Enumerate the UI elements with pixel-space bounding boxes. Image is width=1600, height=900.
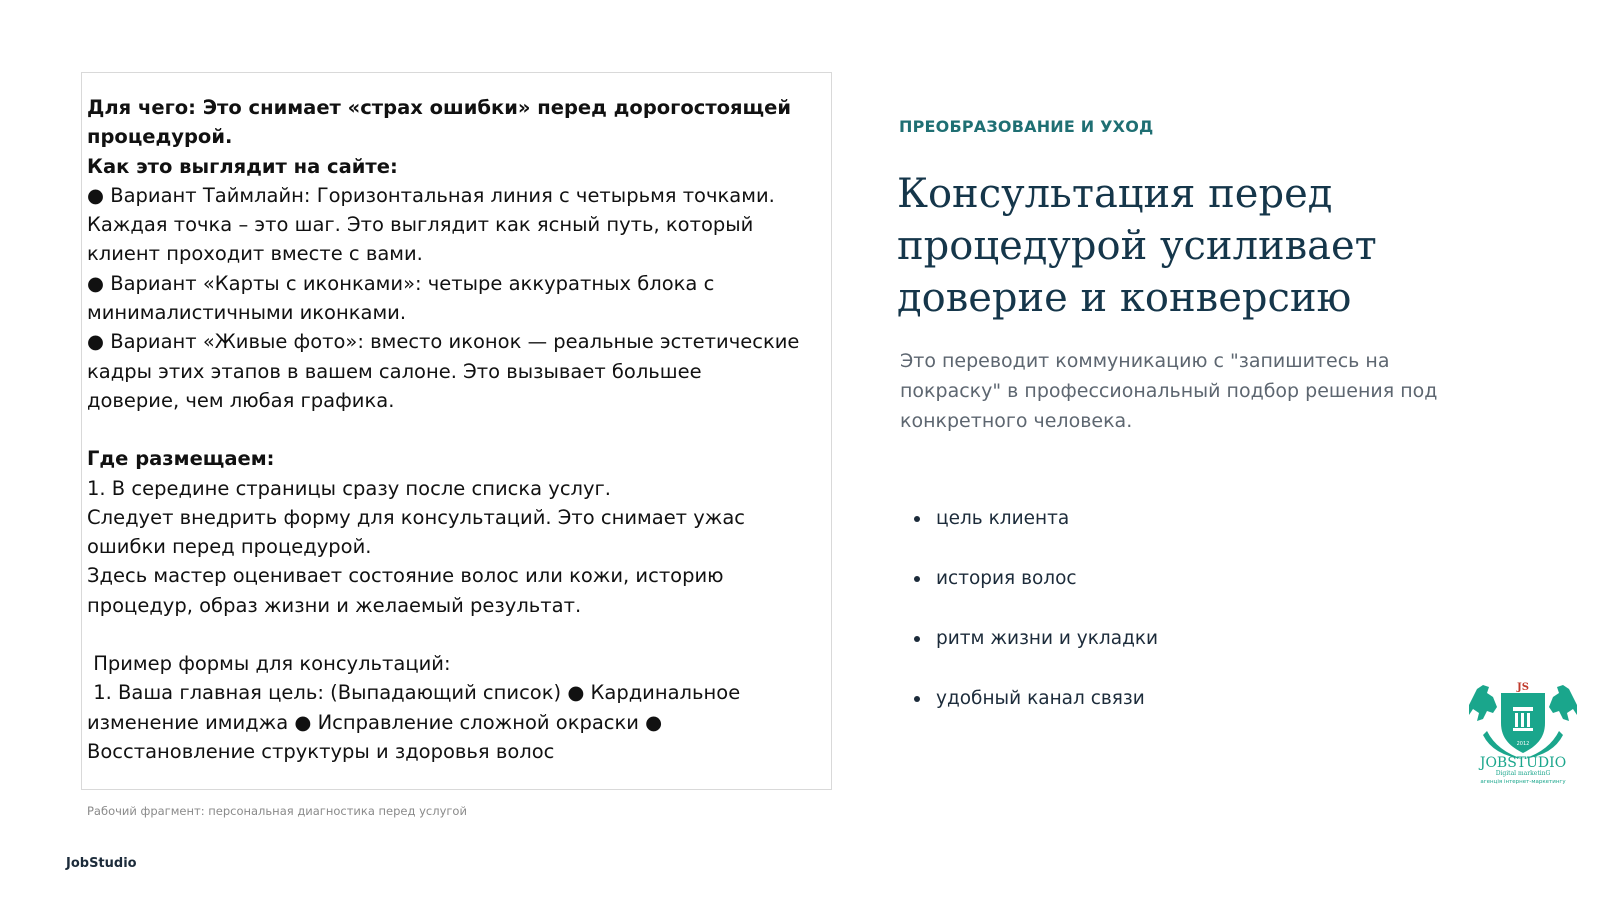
document-caption: Рабочий фрагмент: персональная диагностика перед услугой xyxy=(87,804,467,818)
document-line: минималистичными иконками. xyxy=(87,301,407,325)
document-line: Следует внедрить форму для консультаций. Это снимает ужас xyxy=(87,505,746,529)
document-line: ● Вариант «Живые фото»: вместо иконок — реальные эстетические xyxy=(87,330,800,354)
document-line: Каждая точка – это шаг. Это выглядит как ясный путь, который xyxy=(87,213,754,237)
logo-subtitle: агенція інтернет-маркетингу xyxy=(1480,779,1566,785)
document-line: кадры этих этапов в вашем салоне. Это вызывает большее xyxy=(87,359,702,383)
horse-left-icon xyxy=(1469,685,1497,721)
page-headline: Консультация перед процедурой усиливает доверие и конверсию xyxy=(897,171,1377,321)
document-line: ● Вариант «Карты с иконками»: четыре аккуратных блока с xyxy=(87,271,715,295)
bullet-icon xyxy=(914,636,920,642)
list-item-label: цель клиента xyxy=(936,508,1070,529)
list-item xyxy=(914,624,1158,684)
document-line: клиент проходит вместе с вами. xyxy=(87,242,423,266)
document-line: 1. В середине страницы сразу после списка услуг. xyxy=(87,476,611,500)
list-item-label: история волос xyxy=(936,568,1077,589)
document-line: процедур, образ жизни и желаемый результат. xyxy=(87,593,582,617)
document-line: Пример формы для консультаций: xyxy=(87,652,451,676)
document-line: 1. Ваша главная цель: (Выпадающий список) ● Кардинальное xyxy=(87,681,741,705)
list-item xyxy=(914,504,1158,564)
list-item-label: ритм жизни и укладки xyxy=(936,628,1159,649)
horse-right-icon xyxy=(1549,685,1577,721)
list-item xyxy=(914,564,1158,624)
footer-brand: JobStudio xyxy=(66,856,137,871)
document-line: Для чего: Это снимает «страх ошибки» перед дорогостоящей xyxy=(87,96,791,119)
logo-tagline: Digital marketinG xyxy=(1495,770,1551,777)
document-line: Как это выглядит на сайте: xyxy=(87,154,398,178)
document-line: изменение имиджа ● Исправление сложной окраски ● xyxy=(87,710,663,734)
logo-year: 2012 xyxy=(1516,741,1530,747)
document-line: процедурой. xyxy=(87,125,233,149)
list-item xyxy=(914,684,1158,744)
bullet-icon xyxy=(914,576,920,582)
document-text xyxy=(87,93,847,766)
bullet-icon xyxy=(914,516,920,522)
logo-name: JOBSTUDIO xyxy=(1479,755,1567,771)
jobstudio-logo xyxy=(1463,665,1583,785)
section-eyebrow: ПРЕОБРАЗОВАНИЕ И УХОД xyxy=(899,117,1154,136)
blank-line xyxy=(87,415,847,444)
blank-line xyxy=(87,620,847,649)
benefit-list xyxy=(914,504,1158,744)
document-line: Где размещаем: xyxy=(87,447,275,471)
logo-monogram: JS xyxy=(1517,682,1529,693)
headline-subtext: Это переводит коммуникацию с "запишитесь на покраску" в профессиональный подбор решения под конкретного человека. xyxy=(900,350,1438,432)
document-line: ошибки перед процедурой. xyxy=(87,535,372,559)
document-line: Восстановление структуры и здоровья волос xyxy=(87,739,555,763)
document-line: Здесь мастер оценивает состояние волос или кожи, историю xyxy=(87,564,724,588)
list-item-label: удобный канал связи xyxy=(936,688,1145,709)
bullet-icon xyxy=(914,696,920,702)
document-line: ● Вариант Таймлайн: Горизонтальная линия с четырьмя точками. xyxy=(87,183,775,207)
document-line: доверие, чем любая графика. xyxy=(87,388,395,412)
